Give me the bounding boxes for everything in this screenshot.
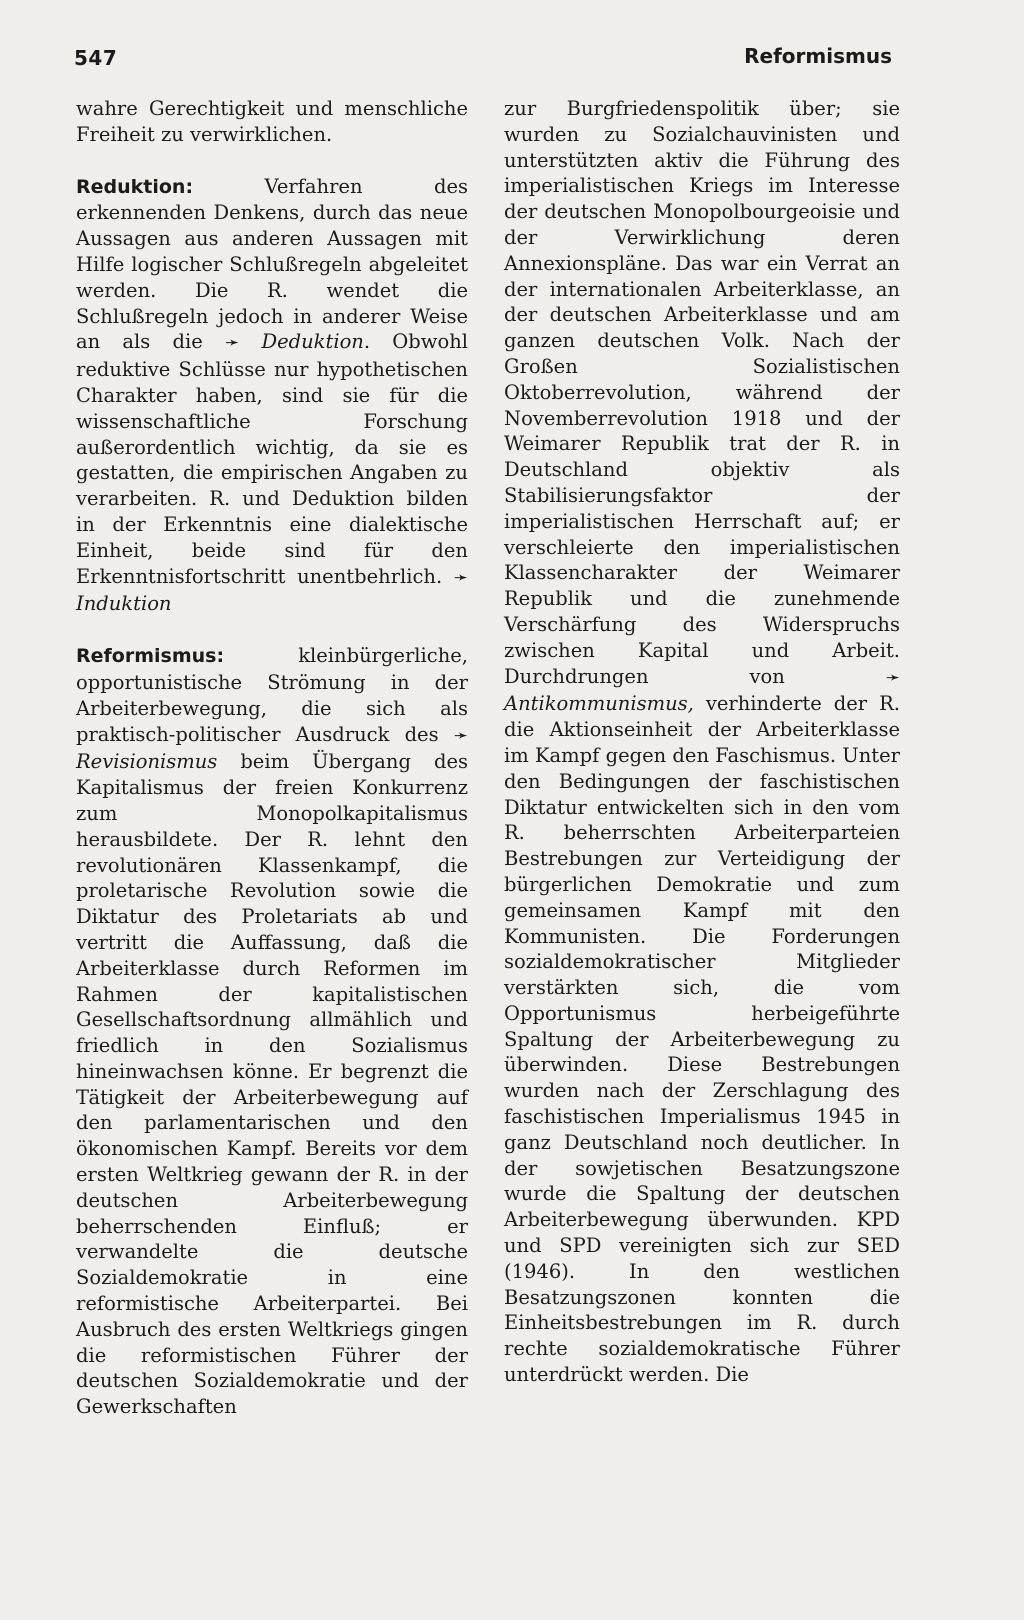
reduktion-text-2: . Obwohl reduktive Schlüsse nur hypothetischen Charakter haben, sind sie für die wissenschaftliche Forschung außerordentlich wichtig, da sie es gestatten, die empirischen Angaben zu verarbeiten. R. und Deduktion bilden in der Erkenntnis eine dialektische Einheit, beide sind für den Erkenntnisfortschritt unentbehrlich. (76, 330, 468, 588)
cross-reference-induktion: Induktion (76, 592, 172, 616)
entry-reformismus (76, 643, 468, 1420)
left-column (76, 96, 468, 1420)
cross-reference-revisionismus: Revisionismus (76, 750, 218, 774)
right-column (504, 96, 900, 1388)
cross-reference-arrow-icon: ➛ (224, 333, 240, 354)
continuation-text-1: zur Burgfriedenspolitik über; sie wurden zu Sozialchauvinisten und unterstützten aktiv die Führung des imperialistischen Kriegs im Interesse der deutschen Monopolbourgeoisie und der Verwirklichung deren Annexionspläne. Das war ein Verrat an der internationalen Arbeiterklasse, an der deutschen Arbeiterklasse und am ganzen deutschen Volk. Nach der Großen Sozialistischen Oktoberrevolution, während der Novemberrevolution 1918 und der Weimarer Republik trat der R. in Deutschland objektiv als Stabilisierungsfaktor der imperialistischen Herrschaft auf; er verschleierte den imperialistischen Klassencharakter der Weimarer Republik und die zunehmende Verschärfung des Widerspruchs zwischen Kapital und Arbeit. Durchdrungen von (504, 97, 900, 688)
reduktion-text-1: Verfahren des erkennenden Denkens, durch das neue Aussagen aus anderen Aussagen mit Hilfe logischer Schlußregeln abgeleitet werden. Die R. wendet die Schlußregeln jedoch in anderer Weise an als die (76, 174, 468, 354)
reformismus-text-1: kleinbürgerliche, opportunistische Strömung in der Arbeiterbewegung, die sich als praktisch-politischer Ausdruck des (76, 644, 468, 746)
cross-reference-arrow-icon: ➛ (453, 567, 468, 588)
intro-paragraph (76, 96, 468, 148)
lemma-reformismus: Reformismus: (76, 645, 225, 668)
reformismus-text-2: beim Übergang des Kapitalismus der freien Konkurrenz zum Monopolkapitalismus herausbildete. Der R. lehnt den revolutionären Klassenkampf, die proletarische Revolution sowie die Diktatur des Proletariats ab und vertritt die Auffassung, daß die Arbeiterklasse durch Reformen im Rahmen der kapitalistischen Gesellschaftsordnung allmählich und friedlich in den Sozialismus hineinwachsen könne. Er begrenzt die Tätigkeit der Arbeiterbewegung auf den parlamentarischen und den ökonomischen Kampf. Bereits vor dem ersten Weltkrieg gewann der R. in der deutschen Arbeiterbewegung beherrschenden Einfluß; er verwandelte die deutsche Sozialdemokratie in eine reformistische Arbeiterpartei. Bei Ausbruch des ersten Weltkriegs gingen die reformistischen Führer der deutschen Sozialdemokratie und der Gewerkschaften (76, 750, 468, 1419)
cross-reference-antikommunismus: Antikommunismus, (504, 692, 694, 716)
lemma-reduktion: Reduktion: (76, 175, 194, 198)
entry-reduktion (76, 174, 468, 618)
continuation-text-2: verhinderte der R. die Aktionseinheit der Arbeiterklasse im Kampf gegen den Faschismus. Unter den Bedingungen der faschistischen Diktatur entwickelten sich in den vom R. beherrschten Arbeiterparteien Bestrebungen zur Verteidigung der bürgerlichen Demokratie und zum gemeinsamen Kampf mit den Kommunisten. Die Forderungen sozialdemokratischer Mitglieder verstärkten sich, die vom Opportunismus herbeigeführte Spaltung der Arbeiterbewegung zu überwinden. Diese Bestrebungen wurden nach der Zerschlagung des faschistischen Imperialismus 1945 in ganz Deutschland noch deutlicher. In der sowjetischen Besatzungszone wurde die Spaltung der deutschen Arbeiterbewegung überwunden. KPD und SPD vereinigten sich zur SED (1946). In den westlichen Besatzungszonen konnten die Einheitsbestrebungen im R. durch rechte sozialdemokratische Führer unterdrückt werden. Die (504, 692, 900, 1387)
reformismus-continuation (504, 96, 900, 1388)
running-head-keyword: Reformismus (744, 44, 892, 68)
cross-reference-deduktion: Deduktion (239, 330, 364, 354)
intro-text: wahre Gerechtigkeit und menschliche Freiheit zu verwirklichen. (76, 97, 468, 146)
cross-reference-arrow-icon: ➛ (453, 725, 468, 746)
cross-reference-arrow-icon: ➛ (885, 667, 900, 688)
page-number: 547 (74, 46, 118, 70)
